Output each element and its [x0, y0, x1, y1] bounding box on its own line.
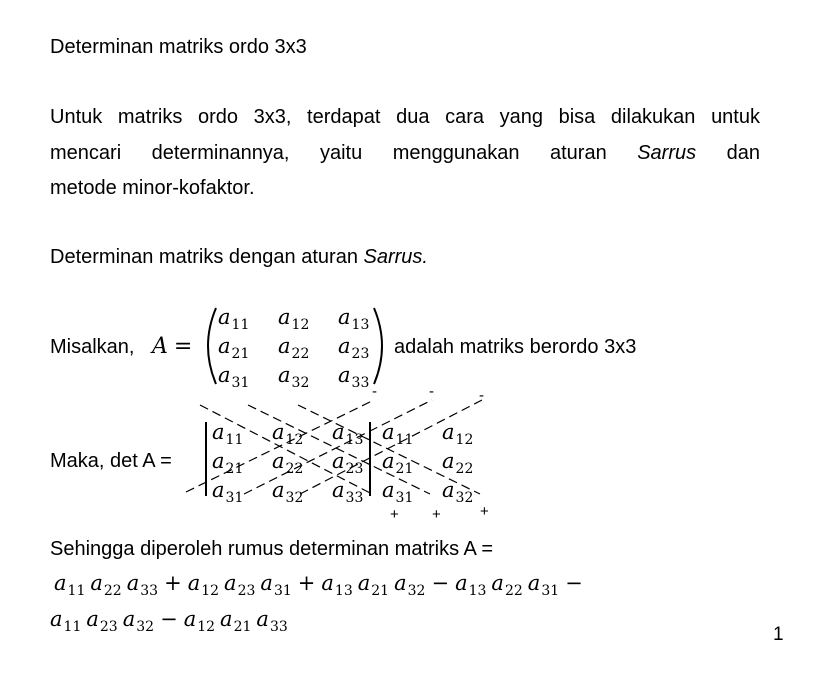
formula-term: $a_{12}$ $a_{21}$ $a_{33}$ [183, 607, 288, 635]
plus-sign: + [432, 506, 441, 523]
formula-term: $a_{11}$ $a_{22}$ $a_{33}$ [54, 571, 159, 599]
matrix-entry: $a_{31}$ [218, 363, 250, 391]
sarrus-entry: $a_{12}$ [442, 420, 474, 448]
conclusion-text: Sehingga diperoleh rumus determinan matriks A = [50, 538, 494, 560]
formula-operator: − [565, 571, 583, 595]
sarrus-entry: $a_{23}$ [332, 449, 364, 477]
sarrus-entry: $a_{32}$ [442, 478, 474, 506]
plus-sign: + [390, 506, 399, 523]
minus-sign: - [429, 383, 434, 400]
minus-sign: - [372, 383, 377, 400]
sarrus-entry: $a_{11}$ [382, 420, 414, 448]
sarrus-entry: $a_{21}$ [212, 449, 244, 477]
sarrus-entry: $a_{31}$ [212, 478, 244, 506]
definition-suffix: adalah matriks berordo 3x3 [394, 336, 637, 358]
matrix-entry: $a_{12}$ [278, 305, 310, 333]
page-number: 1 [773, 624, 784, 645]
det-prefix: Maka, det A = [50, 450, 172, 472]
sarrus-entry: $a_{12}$ [272, 420, 304, 448]
matrix-entry: $a_{23}$ [338, 334, 370, 362]
sarrus-entry: $a_{21}$ [382, 449, 414, 477]
formula-line-2 [50, 606, 288, 640]
sarrus-entry: $a_{33}$ [332, 478, 364, 506]
matrix-entry: $a_{11}$ [218, 305, 250, 333]
minus-sign: - [479, 387, 484, 404]
formula-operator: + [164, 571, 182, 595]
paragraph-line-2: mencari determinannya, yaitu menggunakan aturan Sarrus dan [50, 142, 760, 164]
sarrus-entry: $a_{22}$ [442, 449, 474, 477]
formula-operator: − [160, 607, 178, 631]
sarrus-entry: $a_{31}$ [382, 478, 414, 506]
matrix-entry: $a_{13}$ [338, 305, 370, 333]
sarrus-entry: $a_{13}$ [332, 420, 364, 448]
matrix-entry: $a_{21}$ [218, 334, 250, 362]
matrix-entry: $a_{33}$ [338, 363, 370, 391]
sarrus-entry: $a_{22}$ [272, 449, 304, 477]
matrix-entry: $a_{32}$ [278, 363, 310, 391]
paragraph-line-3: metode minor-kofaktor. [50, 177, 255, 199]
plus-sign: + [480, 503, 489, 520]
formula-term: $a_{13}$ $a_{22}$ $a_{31}$ [455, 571, 560, 599]
sarrus-entry: $a_{32}$ [272, 478, 304, 506]
paragraph-line-1: Untuk matriks ordo 3x3, terdapat dua cara yang bisa dilakukan untuk [50, 106, 760, 128]
formula-operator: + [297, 571, 316, 595]
sarrus-heading: Determinan matriks dengan aturan Sarrus. [50, 246, 428, 268]
sarrus-emphasis: Sarrus [637, 142, 697, 164]
document-title: Determinan matriks ordo 3x3 [50, 36, 307, 58]
definition-prefix: Misalkan, [50, 336, 135, 358]
matrix-symbol: A = [152, 334, 193, 359]
formula-term: $a_{12}$ $a_{23}$ $a_{31}$ [187, 571, 292, 599]
formula-operator: − [431, 571, 450, 595]
formula-term: $a_{13}$ $a_{21}$ $a_{32}$ [321, 571, 426, 599]
matrix-entry: $a_{22}$ [278, 334, 310, 362]
formula-term: $a_{11}$ $a_{23}$ $a_{32}$ [50, 607, 155, 635]
formula-line-1 [54, 570, 589, 604]
sarrus-entry: $a_{11}$ [212, 420, 244, 448]
